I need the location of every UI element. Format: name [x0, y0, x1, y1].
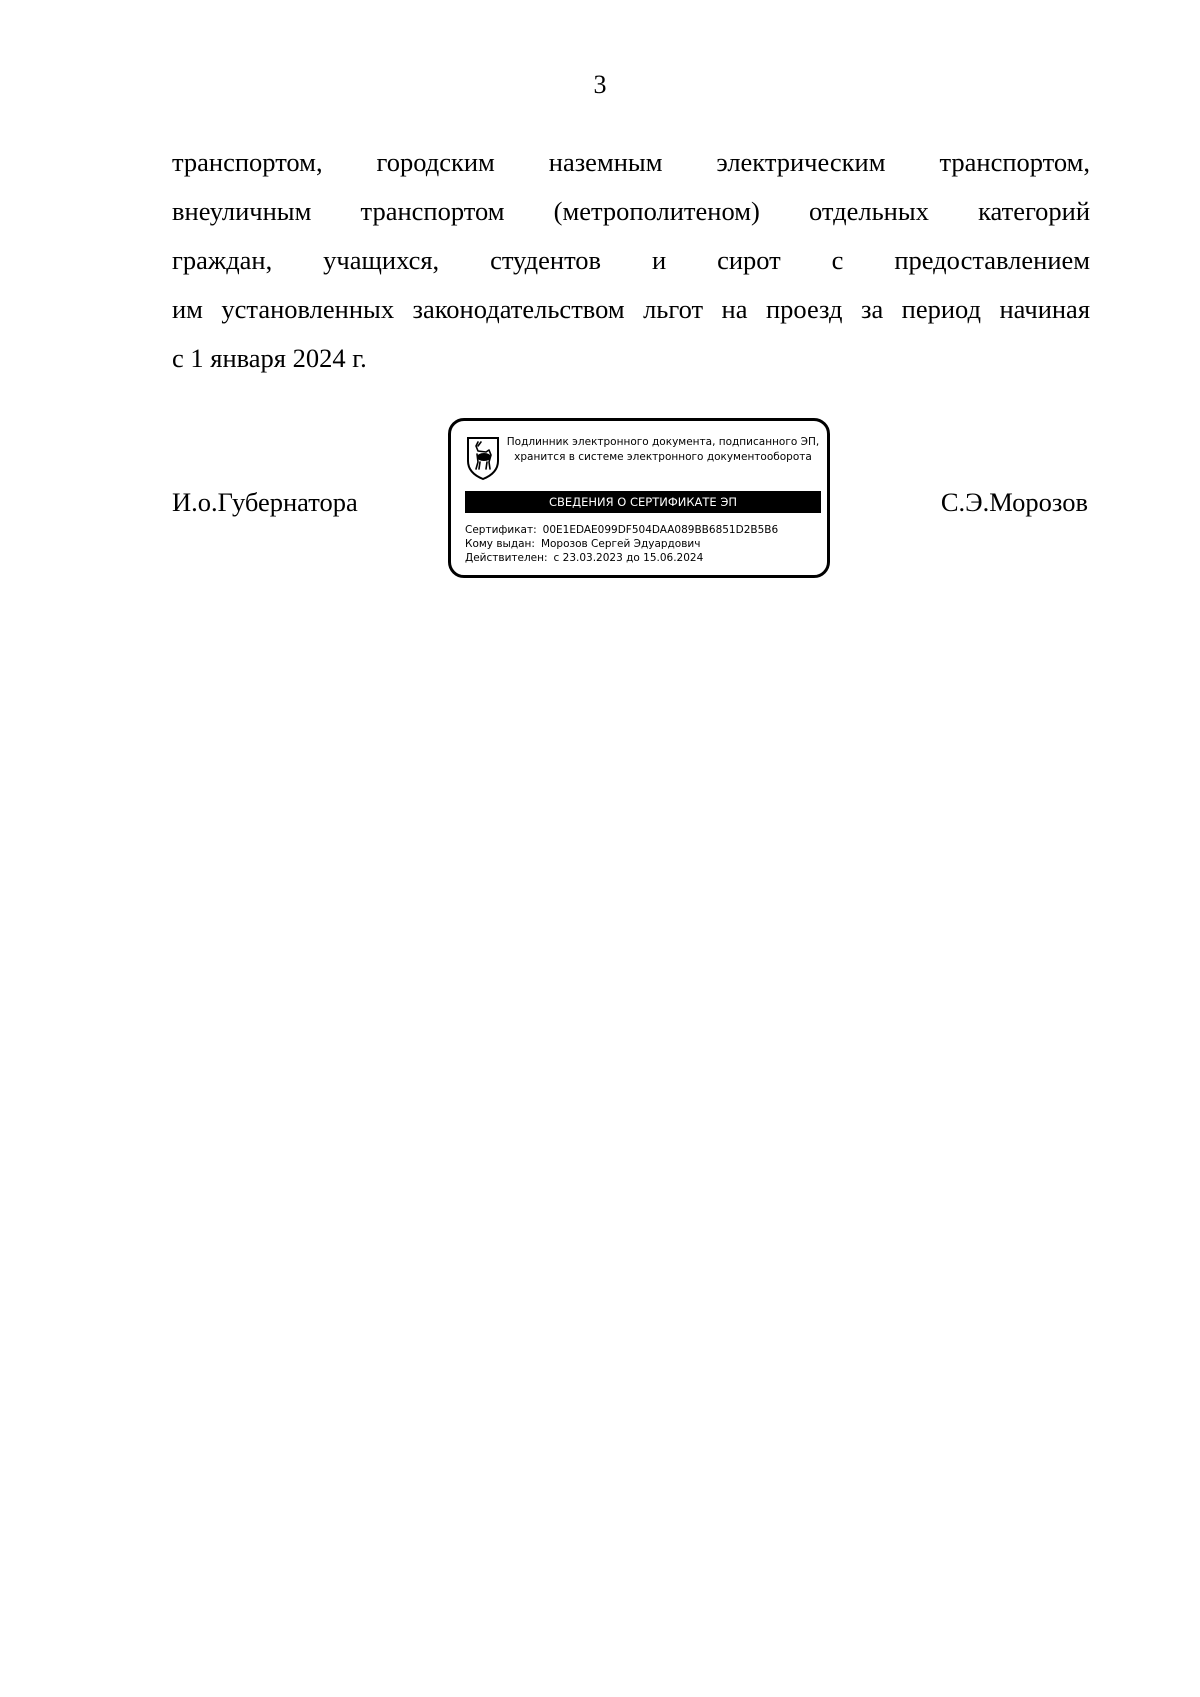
word: на: [721, 294, 748, 324]
certificate-row: [465, 523, 778, 537]
word: установленных: [221, 294, 395, 324]
issued-to-label: Кому выдан:: [465, 538, 535, 550]
word: льгот: [643, 294, 704, 324]
word: городским: [376, 147, 495, 177]
word: предоставлением: [894, 245, 1090, 275]
word: учащихся,: [323, 245, 440, 275]
word: законодательством: [412, 294, 625, 324]
word: транспортом: [360, 196, 505, 226]
word: (метрополитеном): [553, 196, 760, 226]
word: внеуличным: [172, 196, 312, 226]
word: им: [172, 294, 203, 324]
page-number: 3: [593, 70, 607, 99]
text-line: [172, 236, 1090, 285]
text-line: [172, 334, 1090, 383]
stamp-header-line1: Подлинник электронного документа, подписанного ЭП,: [506, 436, 820, 448]
word: категорий: [978, 196, 1090, 226]
word: г.: [352, 343, 367, 373]
signer-role: И.о.Губернатора: [172, 487, 358, 517]
stamp-header-line2: хранится в системе электронного документооборота: [514, 451, 812, 463]
text-line: [172, 138, 1090, 187]
word: начиная: [999, 294, 1090, 324]
word: период: [901, 294, 982, 324]
valid-label: Действителен:: [465, 552, 548, 564]
word: с: [831, 245, 844, 275]
word: наземным: [548, 147, 663, 177]
word: 1: [190, 343, 204, 373]
word: сирот: [717, 245, 781, 275]
text-line: [172, 285, 1090, 334]
word: транспортом,: [172, 147, 323, 177]
word: 2024: [292, 343, 346, 373]
issued-to-row: [465, 537, 778, 551]
word: студентов: [490, 245, 602, 275]
coat-of-arms-icon: [465, 435, 501, 481]
word: электрическим: [716, 147, 886, 177]
word: и: [651, 245, 667, 275]
word: транспортом,: [939, 147, 1090, 177]
certificate-label: Сертификат:: [465, 524, 537, 536]
certificate-value: 00E1EDAE099DF504DAA089BB6851D2B5B6: [542, 524, 779, 536]
stamp-details: [465, 523, 778, 565]
text-line: [172, 187, 1090, 236]
stamp-certificate-bar: СВЕДЕНИЯ О СЕРТИФИКАТЕ ЭП: [465, 491, 821, 513]
word: проезд: [765, 294, 843, 324]
word: отдельных: [808, 196, 929, 226]
word: граждан,: [172, 245, 273, 275]
valid-row: [465, 551, 778, 565]
valid-value: с 23.03.2023 до 15.06.2024: [553, 552, 704, 564]
word: января: [210, 343, 287, 373]
signer-name: С.Э.Морозов: [940, 487, 1088, 517]
stamp-header: [503, 435, 823, 465]
word: с: [172, 343, 184, 373]
body-paragraph: [172, 138, 1090, 383]
issued-to-value: Морозов Сергей Эдуардович: [540, 538, 701, 550]
word: за: [860, 294, 884, 324]
electronic-signature-stamp: [448, 418, 830, 578]
